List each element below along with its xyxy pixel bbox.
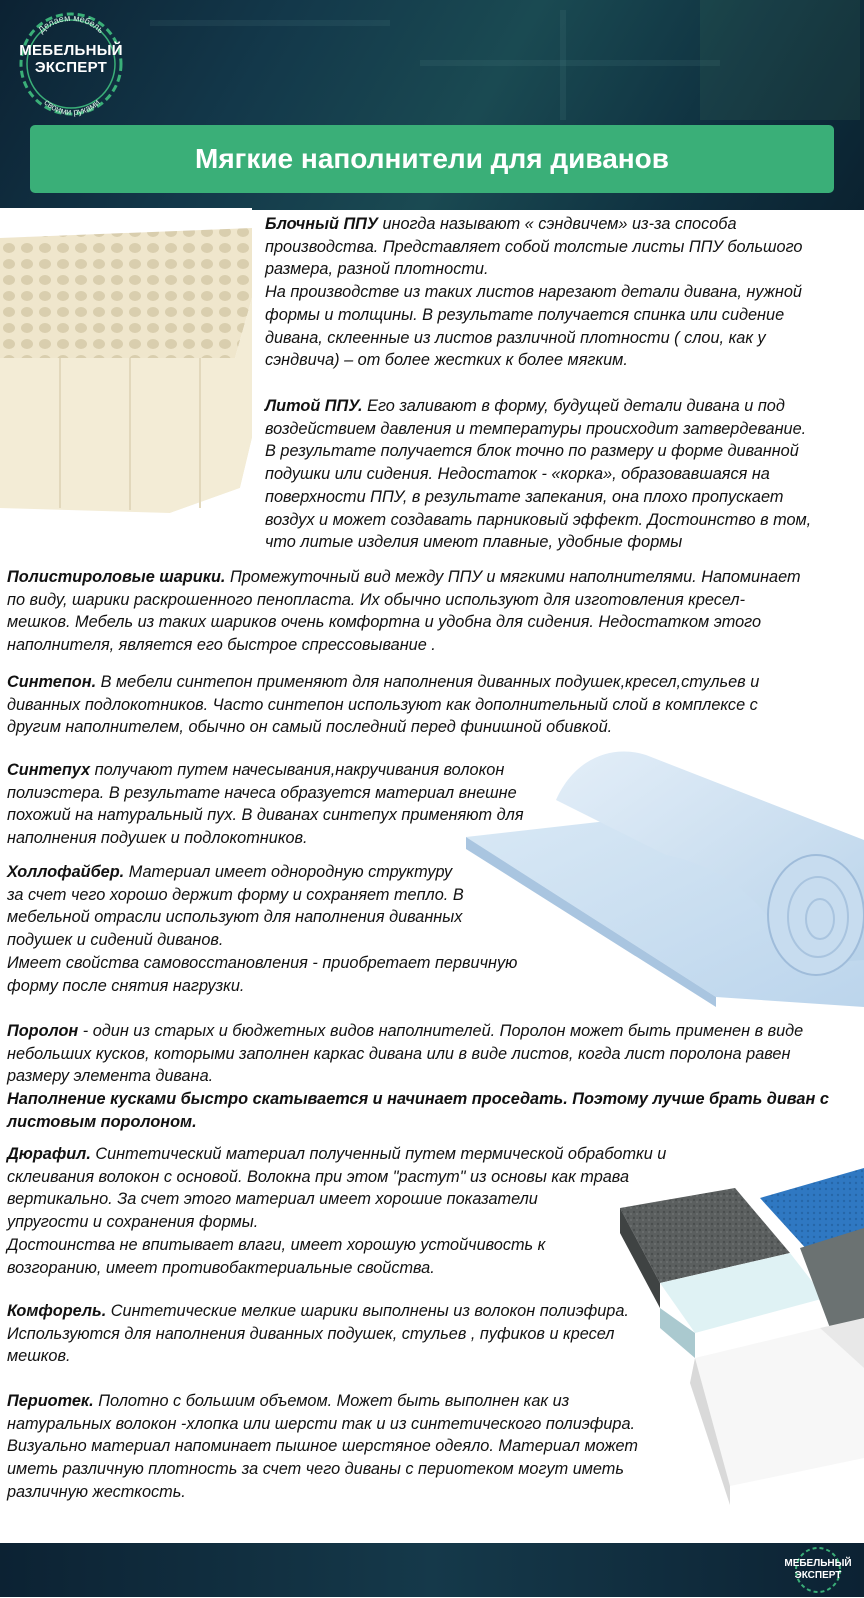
text-line: небольших кусков, которыми заполнен каркас дивана или в виде листов, когда лист поролона равен xyxy=(7,1044,791,1063)
logo-arc-top: Делаем мебель xyxy=(36,12,106,36)
text-line: формы и толщины. В результате получается спинка или сидение xyxy=(265,305,785,324)
text-line: наполнения подушек и подлокотников. xyxy=(7,829,308,848)
svg-text:своими руками xyxy=(42,97,102,117)
svg-text:Делаем мебель xyxy=(36,13,106,35)
footer-name-line2: ЭКСПЕРТ xyxy=(794,1570,842,1581)
porolon-note-line: листовым поролоном. xyxy=(7,1112,197,1131)
text-line: дивана, склеенные из листов различной плотности ( слои, как у xyxy=(265,328,766,347)
logo-name-line1: МЕБЕЛЬНЫЙ xyxy=(19,42,123,59)
text-line: диванных подлокотников. Часто синтепон используют как дополнительный слой в комплексе с xyxy=(7,695,758,714)
text-line: полиэстера. В результате начеса образуется материал внешне xyxy=(7,783,517,802)
section-hollofiber xyxy=(7,861,517,997)
text-line: склеивания волокон с основой. Волокна при этом "растут" из основы как трава xyxy=(7,1167,629,1186)
text-line: В мебели синтепон применяют для наполнения диванных подушек,кресел,стульев и xyxy=(96,673,760,691)
page-title: Мягкие наполнители для диванов xyxy=(195,143,669,174)
section-komforel xyxy=(7,1300,629,1368)
logo-name-line2: ЭКСПЕРТ xyxy=(34,59,108,76)
text-line: форму после снятия нагрузки. xyxy=(7,976,245,995)
term-periotek: Периотек. xyxy=(7,1392,94,1410)
text-line: что литые изделия имеют плавные, удобные формы xyxy=(265,533,683,552)
footer-name-line1: МЕБЕЛЬНЫЙ xyxy=(784,1558,852,1569)
background-shelf xyxy=(420,60,720,66)
background-plant xyxy=(700,0,860,120)
text-line: получают путем начесывания,накручивания волокон xyxy=(90,761,505,779)
text-line: поверхности ППУ, в результате запекания, она плохо пропускает xyxy=(265,487,784,506)
text-line: Синтетический материал полученный путем термической обработки и xyxy=(90,1145,667,1163)
section-polystyrene xyxy=(7,566,801,657)
porolon-note-line: Наполнение кусками быстро скатывается и начинает проседать. Поэтому лучше брать диван с xyxy=(7,1090,829,1109)
text-line: В результате получается блок точно по размеру и форме диванной xyxy=(265,442,799,461)
foam-block-image xyxy=(0,208,258,530)
section-periotek xyxy=(7,1390,638,1504)
text-line: вертикально. За счет этого материал имеет хорошие показатели xyxy=(7,1190,538,1209)
section-sintepon xyxy=(7,671,759,739)
background-shelf xyxy=(150,20,390,26)
footer xyxy=(0,1543,864,1597)
footer-logo-name xyxy=(780,1558,856,1582)
text-line: подушки или сидения. Недостаток - «корка», образовавшаяся на xyxy=(265,465,770,484)
text-line: размера, разной плотности. xyxy=(265,260,489,279)
text-line: за счет чего хорошо держит форму и сохраняет тепло. В xyxy=(7,885,464,904)
section-durafil xyxy=(7,1143,666,1279)
text-line: другим наполнителем, обычно он самый последний перед финишной обивкой. xyxy=(7,718,613,737)
section-porolon xyxy=(7,1020,829,1134)
term-sintepon: Синтепон. xyxy=(7,673,97,691)
text-line: Его заливают в форму, будущей детали дивана и под xyxy=(362,397,785,415)
text-line: Достоинства не впитывает влаги, имеет хорошую устойчивость к xyxy=(7,1235,546,1254)
term-komforel: Комфорель. xyxy=(7,1302,107,1320)
section-block-ppu xyxy=(265,213,802,372)
text-line: мешков. xyxy=(7,1347,71,1366)
text-line: возгоранию, имеет противобактериальные свойства. xyxy=(7,1258,435,1277)
text-line: воздействием давления и температуры происходит затвердевание. xyxy=(265,419,807,438)
text-line: Используются для наполнения диванных подушек, стульев , пуфиков и кресел xyxy=(7,1324,615,1343)
text-line: различную жесткость. xyxy=(7,1482,186,1501)
text-line: размеру элемента дивана. xyxy=(7,1067,214,1086)
text-line: упругости и сохранения формы. xyxy=(7,1213,259,1232)
term-polystyrene: Полистироловые шарики. xyxy=(7,568,226,586)
text-line: Промежуточный вид между ППУ и мягкими наполнителями. Напоминает xyxy=(225,568,801,586)
term-porolon: Поролон xyxy=(7,1022,79,1040)
text-line: сэндвича) – от более жестких к более мягким. xyxy=(265,351,628,370)
text-line: - один из старых и бюджетных видов наполнителей. Поролон может быть применен в виде xyxy=(78,1022,804,1040)
text-line: наполнителя, является его быстрое спрессовывание . xyxy=(7,636,436,655)
background-shelf xyxy=(560,10,566,120)
logo-name xyxy=(10,42,132,76)
text-line: подушек и сидений диванов. xyxy=(7,931,224,950)
term-hollofiber: Холлофайбер. xyxy=(7,863,125,881)
section-cast-ppu xyxy=(265,395,811,554)
text-line: Синтетические мелкие шарики выполнены из волокон полиэфира. xyxy=(106,1302,629,1320)
footer-logo xyxy=(780,1546,856,1594)
text-line: по виду, шарики раскрошенного пенопласта. Их обычно используют для изготовления кресел- xyxy=(7,590,746,609)
text-line: На производстве из таких листов нарезают детали дивана, нужной xyxy=(265,283,802,302)
term-cast-ppu: Литой ППУ. xyxy=(265,397,363,415)
text-line: иметь различную плотность за счет чего диваны с периотеком могут иметь xyxy=(7,1460,624,1479)
term-durafil: Дюрафил. xyxy=(7,1145,91,1163)
text-line: иногда называют « сэндвичем» из-за способа xyxy=(377,215,737,233)
section-sintepuh xyxy=(7,759,524,850)
text-line: мешков. Мебель из таких шариков очень комфортна и удобна для сидения. Недостатком этого xyxy=(7,613,762,632)
text-line: мебельной отрасли используют для наполнения диванных xyxy=(7,908,463,927)
term-sintepuh: Синтепух xyxy=(7,761,91,779)
foam-roll-image xyxy=(466,745,864,1007)
logo xyxy=(10,4,132,124)
text-line: Визуально материал напоминает пышное шерстяное одеяло. Материал может xyxy=(7,1437,638,1456)
term-block-ppu: Блочный ППУ xyxy=(265,215,378,233)
text-line: Имеет свойства самовосстановления - приобретает первичную xyxy=(7,953,518,972)
text-line: Полотно с большим объемом. Может быть выполнен как из xyxy=(93,1392,570,1410)
logo-arc-bottom: своими руками xyxy=(42,97,102,117)
text-line: производства. Представляет собой толстые листы ППУ большого xyxy=(265,237,803,256)
text-line: натуральных волокон -хлопка или шерсти так и из синтетического полиэфира. xyxy=(7,1414,636,1433)
text-line: Материал имеет однородную структуру xyxy=(124,863,453,881)
title-banner xyxy=(30,125,834,193)
text-line: похожий на натуральный пух. В диванах синтепух применяют для xyxy=(7,806,524,825)
text-line: воздух и может создавать парниковый эффект. Достоинство в том, xyxy=(265,510,812,529)
header xyxy=(0,0,864,210)
